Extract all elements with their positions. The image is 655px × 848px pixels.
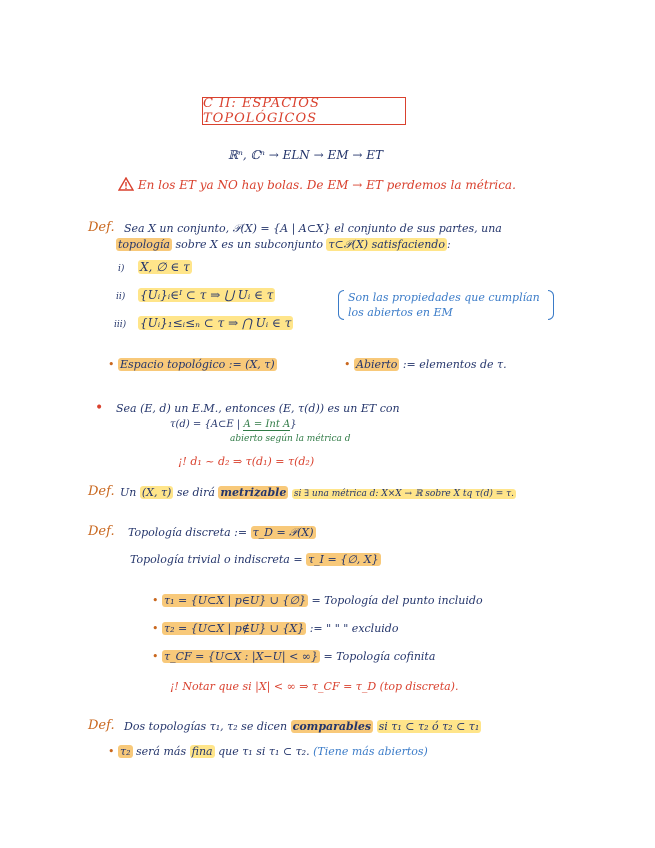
comparable-def (124, 720, 481, 734)
excluded-formula: τ₂ = {U⊂X | p∉U} ∪ {X} (164, 622, 305, 635)
discrete-topology (128, 526, 316, 540)
def2-pre: Un (120, 486, 137, 499)
cofinite-label: = Topología cofinita (323, 650, 436, 663)
tau-d-note: abierto según la métrica d (230, 434, 351, 444)
tau-d-underlined: A = Int A (243, 419, 291, 430)
cofinite-formula: τ_CF = {U⊂X : |X−U| < ∞} (164, 650, 318, 663)
finer-def: • τ₂ será más fina que τ₁ si τ₁ ⊂ τ₂. (Tiene más abiertos) (108, 745, 428, 758)
def1-colon: : (446, 238, 451, 251)
side-note (348, 290, 540, 320)
finer-mid2: que τ₁ si τ₁ ⊂ τ₂. (218, 745, 310, 758)
finer-note: (Tiene más abiertos) (313, 745, 428, 758)
tau-d-post: } (290, 419, 297, 430)
topologia-term: topología (118, 238, 170, 251)
bullet: • (95, 400, 104, 416)
axiom-1-label: i) (118, 264, 125, 274)
space-chain: ℝⁿ, ℂⁿ → ELN → EM → ET (228, 148, 383, 162)
equivalent-metrics: ¡! d₁ ~ d₂ ⇒ τ(d₁) = τ(d₂) (178, 455, 315, 468)
def-label: Def. (88, 220, 115, 235)
axiom-1-text: X, ∅ ∈ τ (140, 260, 190, 274)
comparable-condition: si τ₁ ⊂ τ₂ ó τ₂ ⊂ τ₁ (378, 720, 480, 733)
warning-line (118, 177, 516, 192)
discrete-label: Topología discreta := (128, 526, 248, 539)
def-label: Def. (88, 718, 115, 733)
finer-mid1: será más (136, 745, 187, 758)
excluded-point-topology: • τ₂ = {U⊂X | p∉U} ∪ {X} := " " " excluido (152, 622, 399, 635)
trivial-topology (130, 553, 381, 567)
axiom-3 (138, 316, 293, 330)
fina-term: fina (191, 745, 213, 758)
def-label: Def. (88, 524, 115, 539)
page-title-text: C II: ESPACIOS TOPOLÓGICOS (203, 96, 320, 126)
finite-note: ¡! Notar que si |X| < ∞ ⇒ τ_CF = τ_D (top discreta). (170, 680, 459, 693)
axiom-2-label: ii) (116, 292, 126, 302)
sea-line: Sea (E, d) un E.M., entonces (E, τ(d)) es un ET con (116, 402, 400, 415)
trivial-label: Topología trivial o indiscreta = (130, 553, 303, 566)
metrizable-term: metrizable (220, 486, 287, 499)
def1-line-a: Sea X un conjunto, 𝒫(X) = {A | A⊂X} el conjunto de sus partes, una (124, 222, 502, 235)
def-label: Def. (88, 484, 115, 499)
tau-d-line (170, 418, 297, 432)
warning-triangle-icon (118, 177, 134, 191)
def2-mid: se dirá (176, 486, 215, 499)
warning-text: En los ET ya NO hay bolas. De EM → ET perdemos la métrica. (137, 178, 516, 192)
excluded-label: := " " " excluido (309, 622, 399, 635)
paren-right (548, 290, 554, 320)
espacio-topologico-text: Espacio topológico := (X, τ) (120, 358, 275, 371)
def2-condition: si ∃ una métrica d: X×X → ℝ sobre X tq τ(d) = τ. (293, 489, 514, 499)
espacio-topologico: • Espacio topológico := (X, τ) (108, 358, 275, 371)
axiom-1 (138, 260, 192, 274)
abierto-rest: := elementos de τ. (402, 358, 507, 371)
side-note-line-1: Son las propiedades que cumplían (348, 291, 540, 304)
cofinite-topology: • τ_CF = {U⊂X : |X−U| < ∞} = Topología cofinita (152, 650, 436, 663)
abierto-term: Abierto (356, 358, 398, 371)
tau-d-pre: τ(d) = {A⊂E | (170, 419, 241, 430)
page-title (202, 97, 406, 125)
comparable-term: comparables (292, 720, 372, 733)
paren-left (338, 290, 344, 320)
def1-highlight: τ⊂𝒫(X) satisfaciendo (328, 238, 445, 251)
finer-tau: τ₂ (120, 745, 131, 758)
def2-line (120, 486, 516, 501)
axiom-3-label: iii) (114, 320, 127, 330)
def1-mid: sobre X es un subconjunto (175, 238, 323, 251)
included-formula: τ₁ = {U⊂X | p∈U} ∪ {∅} (164, 594, 306, 607)
axiom-2-text: {Uᵢ}ᵢ∈ᴵ ⊂ τ ⇒ ⋃ Uᵢ ∈ τ (140, 288, 274, 302)
axiom-2 (138, 288, 275, 302)
side-note-line-2: los abiertos en EM (348, 306, 453, 319)
axiom-3-text: {Uᵢ}₁≤ᵢ≤ₙ ⊂ τ ⇒ ⋂ Uᵢ ∈ τ (140, 316, 292, 330)
comparable-pre: Dos topologías τ₁, τ₂ se dicen (124, 720, 288, 733)
def2-space: (X, τ) (141, 486, 172, 499)
trivial-formula: τ_I = {∅, X} (308, 553, 379, 566)
included-label: = Topología del punto incluido (311, 594, 483, 607)
abierto-def: • Abierto := elementos de τ. (344, 358, 507, 371)
discrete-formula: τ_D = 𝒫(X) (252, 526, 314, 539)
def1-line-b (116, 238, 451, 252)
included-point-topology: • τ₁ = {U⊂X | p∈U} ∪ {∅} = Topología del punto incluido (152, 594, 483, 607)
